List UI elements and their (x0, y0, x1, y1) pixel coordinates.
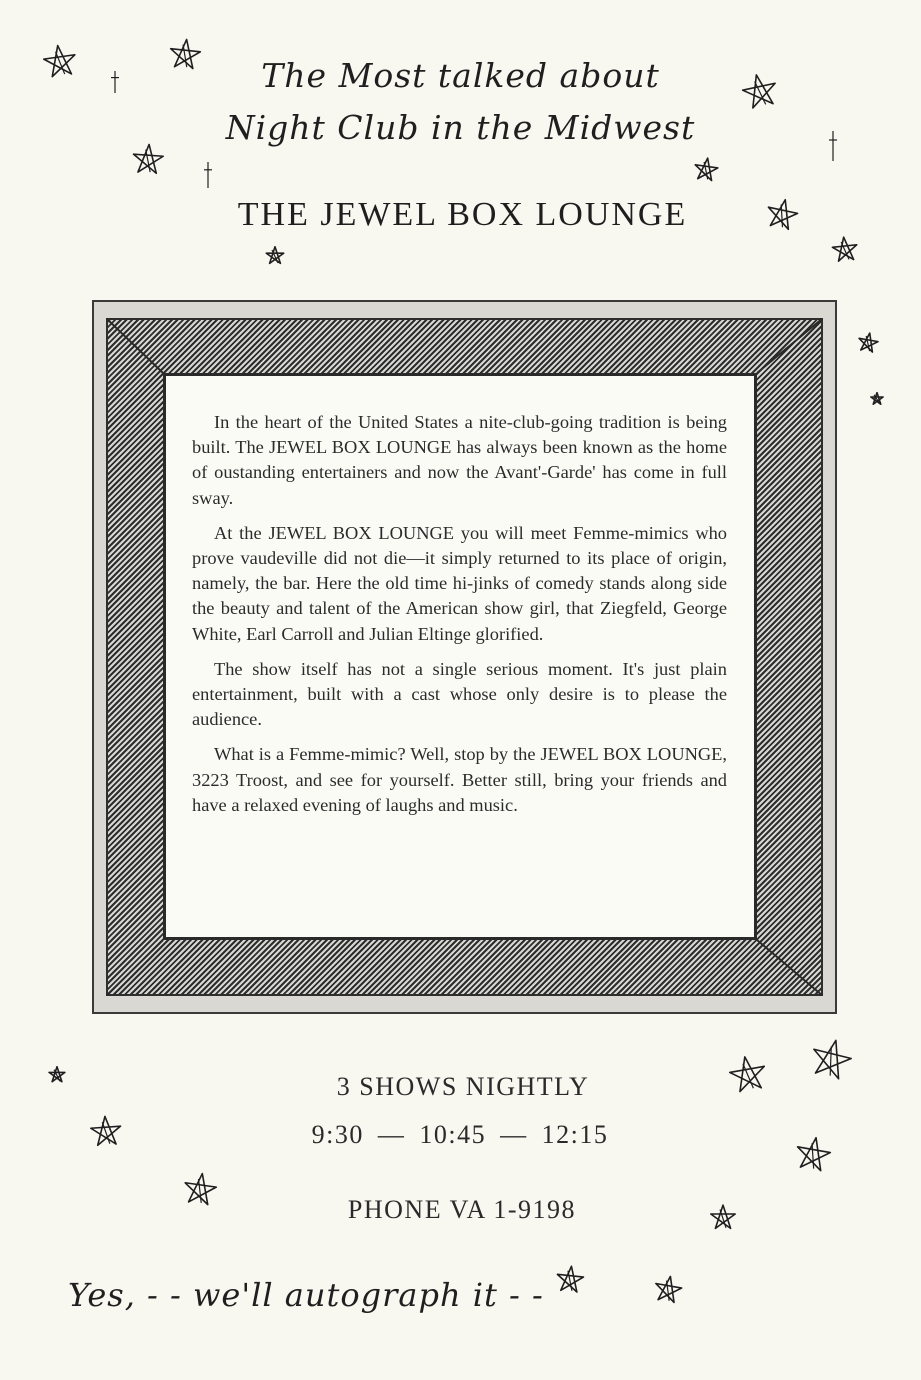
hand-drawn-star-icon (48, 1066, 66, 1084)
paragraph-4: What is a Femme-mimic? Well, stop by the JEWEL BOX LOUNGE, 3223 Troost, and see for yourself. Better still, bring your friends and have a relaxed evening of laughs and music. (192, 744, 727, 815)
hand-drawn-star-icon (737, 69, 782, 114)
paragraph-1: In the heart of the United States a nite-club-going tradition is being built. The JEWEL BOX LOUNGE has always been known as the home of oustanding entertainers and now the Avant'-Garde' has come in full sway. (192, 412, 727, 508)
hand-drawn-star-icon (762, 195, 802, 235)
hand-drawn-star-icon (40, 42, 81, 83)
hand-drawn-star-icon (691, 155, 720, 184)
hand-drawn-star-icon (651, 1273, 686, 1308)
tagline-line1: The Most talked about (261, 56, 660, 95)
hand-drawn-star-icon (180, 1170, 221, 1211)
autograph-line: Yes, - - we'll autograph it - - (68, 1276, 544, 1314)
hand-drawn-star-icon (130, 142, 166, 178)
show-times: 9:30 — 10:45 — 12:15 (311, 1120, 609, 1149)
hand-drawn-star-icon (265, 246, 285, 266)
hand-drawn-star-icon (88, 1114, 124, 1150)
hand-drawn-star-icon (855, 330, 880, 355)
sparkle-cross-icon (828, 131, 838, 165)
hand-drawn-star-icon (554, 1264, 587, 1297)
hand-drawn-star-icon (870, 392, 884, 406)
hand-drawn-star-icon (725, 1052, 771, 1098)
club-name-heading: THE JEWEL BOX LOUNGE (237, 196, 688, 233)
hand-drawn-star-icon (166, 36, 203, 73)
hand-drawn-star-icon (709, 1204, 737, 1232)
sparkle-cross-icon (203, 162, 213, 192)
phone-number: PHONE VA 1-9198 (347, 1195, 577, 1224)
hand-drawn-star-icon (830, 235, 861, 266)
paragraph-2: At the JEWEL BOX LOUNGE you will meet Femme-mimics who prove vaudeville did not die—it simply returned to its place of origin, namely, the bar. Here the old time hi-jinks of comedy stands along side the beauty and talent of the American show girl, that Ziegfeld, George White, Earl Carroll and Julian Eltinge glorified. (192, 522, 727, 644)
paragraph-3: The show itself has not a single serious moment. It's just plain entertainment, built with a cast whose only desire is to please the audience. (192, 658, 727, 730)
sparkle-cross-icon (110, 71, 120, 97)
body-text-block (192, 410, 727, 828)
hand-drawn-star-icon (791, 1133, 835, 1177)
shows-heading: 3 SHOWS NIGHTLY (336, 1072, 590, 1101)
tagline-line2: Night Club in the Midwest (225, 108, 696, 147)
